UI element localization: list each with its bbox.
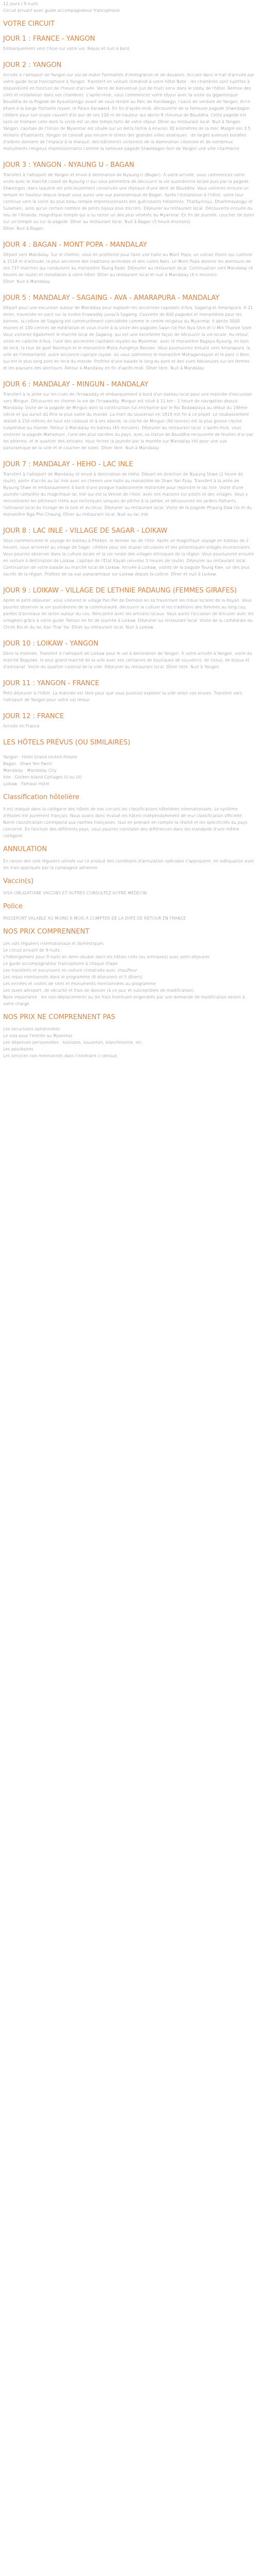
day-paragraph: Arrivée en France. bbox=[3, 724, 41, 728]
annulation-section bbox=[3, 845, 255, 871]
hotel-item: Mandalay : Mandalay City bbox=[3, 768, 57, 773]
day-title: JOUR 8 : LAC INLE - VILLAGE DE SAGAR - LOIKAW bbox=[3, 527, 168, 535]
day-meals: Dîner. Nuit à Bagan. bbox=[3, 226, 44, 231]
classification-section bbox=[3, 793, 255, 839]
trip-description: Circuit privatif avec guide accompagnateur francophone. bbox=[3, 8, 121, 13]
included-item: Le guide accompagnateur francophone à chaque étape bbox=[3, 961, 118, 966]
included-item: L'hébergement pour 9 nuits en demi-double dans les hôtels cités (ou similaires) avec petit-déjeuner bbox=[3, 955, 210, 959]
day-description bbox=[3, 537, 255, 578]
day-block bbox=[3, 587, 255, 631]
day-description bbox=[3, 471, 255, 518]
classification-title: Classification hôtelière bbox=[3, 793, 79, 801]
day-title: JOUR 5 : MANDALAY - SAGAING - AVA - AMARAPURA - MANDALAY bbox=[3, 294, 220, 302]
hotel-item: Yangon : Hotel Grand United Ahlone bbox=[3, 755, 77, 759]
hotel-item: Inle : Golden Island Cottages (I) ou (II) bbox=[3, 775, 82, 779]
excluded-item: Les pourboires bbox=[3, 1047, 34, 1052]
included-item: Note importante : les non-déplacements ou les frais éventuels engendrés par une demande de modification seront à votre charge bbox=[3, 995, 245, 1006]
day-paragraph: Dans la matinée, Transfert à l'aéroport de Loikaw pour le vol à destination de Yangon. À votre arrivée à Yangon, visite du marché Bogyoke, le plus grand marché de la ville avec ses centaines de boutiques de souvenirs, de tissus, de bijoux et d'artisanat. Visite du quartier colonial de la ville. Déjeuner au restaurant local. Dîner libre. Nuit à Yangon. bbox=[3, 651, 252, 669]
day-paragraph: Yangon, capitale de l'Union de Myanmar est située sur un delta fertile à environ 30 kilomètres de la mer. Malgré ses 3,5 millions d'habitants, Yangon se connaît pas encore le stress des grandes villes asiatiques : de larges avenues bordées d'arbres donnent de l'espace à la marque, des bâtiments victoriens de la domination coloniale et de nombreux monuments religieux impressionnants comme la fameuse pagode Shwedagon font de Yangon une ville charmante. bbox=[3, 126, 251, 151]
excluded-item: Les dépenses personnelles : boissons, souvenirs, blanchisserie, etc. bbox=[3, 1040, 143, 1045]
day-block bbox=[3, 527, 255, 578]
day-title: JOUR 7 : MANDALAY - HEHO - LAC INLE bbox=[3, 461, 133, 468]
day-title: JOUR 10 : LOIKAW - YANGON bbox=[3, 640, 99, 648]
day-paragraph: Départ vers Mandalay. Sur le chemin, vous en profiterez pour faire une halte au Mont Popa, un volcan éteint qui culmine à 1518 m d'altitude, la plus ancienne des traditions animistes et des cultes Nats. Le Mont Popa domine les alentours de ses 737 marches qui conduisent au monastère Taung Kalat. Déjeuner au restaurant local. Continuation vers Mandalay (4 heures de route) et installation à votre hôtel. Dîner au restaurant local et nuit à Mandalay (4 h environ). bbox=[3, 252, 253, 277]
day-paragraph: Après le petit-déjeuner, vous visiterez le village Pan Pet de Demoso en sa traversant les tribus locales de la Kayah. Vous pourrez observer la vie quotidienne de la communauté, découvrir la culture et les traditions des femmes au long cou, parées d'anneaux de laiton autour du cou. Rencontre avec les artisans locaux. Vous aurez l'occasion de discuter avec les villageois grâce à votre guide. Retour en fin de journée à Loikaw. Déjeuner au restaurant local. Visite de la cathédrale du Christ Roi et du lac Kan Thar Yar. Dîner au restaurant local. Nuit à Loikaw. bbox=[3, 598, 254, 630]
day-title: JOUR 2 : YANGON bbox=[3, 61, 62, 69]
day-description bbox=[3, 650, 255, 670]
excluded-item: Les services non mentionnés dans l'itinéraire ci-dessus bbox=[3, 1054, 117, 1058]
hotel-item: Loikaw : Famous Hotel bbox=[3, 782, 50, 786]
day-description bbox=[3, 690, 255, 703]
votre-circuit-title: VOTRE CIRCUIT bbox=[3, 20, 55, 28]
police-title: Police bbox=[3, 903, 23, 910]
included-item: Les entrées et visites de sites et monuments mentionnées au programme bbox=[3, 981, 156, 986]
day-description bbox=[3, 723, 255, 730]
day-paragraph: Transfert à l'aéroport de Yangon et envol à destination de Nyaung U (Bagan). À votre arrivée, vous commencez votre visite avec le marché coloré de Nyaung U qui vous permettra de découvrir la vie quotidienne locale puis par la pagode Shwezigon, dans laquelle est précieusement conservée une réplique d'une dent de Bouddha. Vous visiterez ensuite un temple en hauteur depuis lequel vous aurez une vue panoramique de Bagan. Après l'installation à l'hôtel, votre tour continue vers la visite du plus beau temple impressionnants des guérissants Hitlominlo, Thatbyinnyu, Dhammayangyi et Sulamani, ainsi qu'un certain nombre de petits bijoux plus discrets. Déjeuner au restaurant local. Découverte ensuite du lieu de l'Ananda, magnifique temple qui a su rester un des plus vénérés du Myanmar. En fin de journée, coucher de soleil sur un temple ou sur la pagode. Dîner au restaurant local. Nuit à Bagan (3 heure environs). bbox=[3, 173, 254, 224]
day-block bbox=[3, 461, 255, 518]
page bbox=[0, 0, 258, 1071]
day-title: JOUR 3 : YANGON - NYAUNG U - BAGAN bbox=[3, 161, 134, 169]
day-paragraph: Départ pour une excursion autour de Mandalay pour explorer les anciennes capitales d'Ava, Sagaing et Amarapura. À 21 miles, traversée en pont sur la rivière Irrawaddy jusqu'à Sagaing. Couverte de 600 pagodes et monastères pour les bonnes, la colline de Sagaing est communément considérée comme le centre religieux du Myanmar. Il abrite 3000 moines et 100 centres de méditation et vous invite à la visite des pagodes Swan Oo Pon Nya Shin et U Min Thonze Seze. Vous visiterez également le marché local de Sagaing, qui est une excellente façon de découvrir la vie locale. Au retour, visite en calèche d'Ava, l'une des anciennes capitales royales du Myanmar, avec le monastère Bagaya Kyaung, en bois de teck, la tour de guet Nanmyin et le monastère Maha Aungmye Bonzan. Vous poursuivrez ensuite vers Amarapura, la ville de l'immortalité, autre ancienne capitale royale, où vous admirerez le monastère Mahagandayon et le pont U Bein, qui est le plus long pont en teck du monde. Profitez d'une balade le long du pont et des vues fabuleuses sur les fermes et les paysans des alentours. Retour à Mandalay en fin d'après-midi. Dîner libre. Nuit à Mandalay. bbox=[3, 306, 253, 370]
day-description bbox=[3, 172, 255, 225]
day-paragraph: Arrivée à l'aéroport de Yangon sur vol de matin Formalités d'immigration et de douanes. Accueil dans le hall d'arrivée par votre guide local francophone à Yangon. Transfert en voiture climatisé à votre hôtel Note : les chambres sont sujettes à disponibilité en fonction de l'heure d'arrivée. Verre de bienvenue (jus de fruit) servi dans le lobby de l'hôtel. Remise des clefs et installation dans vos chambres. L'après-midi, vous commencez votre séjour avec la visite du gigantesque Bouddha de la Pagode de Kyauktahtgyi avant de vous rendre au Parc de Kandawgyi, l'oasis de verdure de Yangon, écrin phare à la barge flottante royale, le Palais Karaweik. En fin d'après-midi, découverte de la fameuse pagode Shwedagon célèbre pour son stupa couvert d'or pur de ses 100 m de hauteur qui abrite 8 cheveux de Bouddha. Cette pagode est sans se tromper celle dont la visite est un des temps forts de votre séjour. Dîner au restaurant local. Nuit à Yangon. bbox=[3, 73, 254, 124]
day-block bbox=[3, 35, 255, 52]
included-item: Le circuit privatif de 9 nuits bbox=[3, 948, 60, 953]
vaccins-title: Vaccin(s) bbox=[3, 877, 34, 885]
included-item: Les taxes aéroport, de sécurité et frais de dossier (à ce jour et susceptibles de modification) bbox=[3, 988, 194, 993]
prix-ne-comprend-title: NOS PRIX NE COMPRENNENT PAS bbox=[3, 1013, 116, 1021]
day-title: JOUR 12 : FRANCE bbox=[3, 713, 64, 720]
day-title: JOUR 11 : YANGON - FRANCE bbox=[3, 680, 100, 687]
prix-comprend-list bbox=[3, 940, 255, 1007]
day-block bbox=[3, 640, 255, 670]
day-description bbox=[3, 304, 255, 371]
day-block bbox=[3, 161, 255, 232]
day-description bbox=[3, 251, 255, 278]
day-description bbox=[3, 597, 255, 631]
day-paragraph: Embarquement vers l'Asie sur votre vol. Repas et nuit à bord. bbox=[3, 46, 131, 51]
trip-duration: 12 jours / 9 nuits bbox=[3, 2, 38, 6]
day-paragraph: Vous commencerez le voyage en bateau à Phekon, le dernier lac de l'Inle. Après un magnifique voyage en bateau de 2 heures, vous arriverez au village de Sagar, célèbre pour ses stupas séculaires et ses pittoresques villages environnants. Vous pourrez observer dans la culture locale et la vie rurale des villages ethniques de la région. Vous poursuivrez ensuite en voiture à destination de Loikaw, capitale de l'État Kayah (environ 3 heures de route). Déjeuner au restaurant local. Continuation de votre balade au marché local de Loikaw. Arrivée à Loikaw, visitez de la pagode Taung Kwe, un des plus sacrés de la région. Profitez de sa vue panoramique sur Loikaw depuis la colline. Dîner et nuit à Loikaw. bbox=[3, 538, 254, 577]
day-description bbox=[3, 45, 255, 52]
day-description bbox=[3, 72, 255, 152]
included-item: Les vols réguliers internationaux et domestiques bbox=[3, 941, 104, 946]
excluded-item: Le visa pour l'entrée au Myanmar bbox=[3, 1033, 73, 1038]
day-block bbox=[3, 713, 255, 730]
hotels-list bbox=[3, 754, 255, 787]
day-paragraph: Petit-déjeuner à l'hôtel. La matinée est libre pour que vous puissiez explorer la ville selon vos envies. Transfert vers l'aéroport de Yangon pour votre vol retour. bbox=[3, 691, 243, 702]
day-block bbox=[3, 381, 255, 451]
included-item: Les transferts et excursions en voiture climatisée avec chauffeur bbox=[3, 968, 137, 973]
annulation-text: En raison des vols réguliers utilisés sur ce produit des conditions d'annulation spéciales s'appliquent, en adéquation avec les frais appliqués par la compagnie aérienne. bbox=[3, 859, 254, 870]
hotels-section bbox=[3, 739, 255, 787]
prix-ne-comprend-list bbox=[3, 1026, 255, 1059]
day-description bbox=[3, 391, 255, 451]
prix-ne-comprend-section bbox=[3, 1013, 255, 1059]
day-paragraph: Transfert à la jetée sur les rives de l'Irrawaddy et embarquement à bord d'un bateau local pour une matinée d'excursion vers Mingun. Découvrez en chemin la vie de l'Irrawaddy. Mingun est situé à 11 km - 1 heure de navigation depuis Mandalay. Visite de la pagode de Mingun dont la construction fut entreprise par le Roi Bodawpaya au début du 19ème siècle et qui aurait dû être la plus vaste du monde. La mort du souverain en 1819 mit fin à ce projet. Le soubassement réalisé à 150 mètres de haut est colossal et à ses abords, la cloche de Mingun (90 tonnes) est la plus grosse cloche suspendue au monde. Retour à Mandalay en bateau (45 minutes). Déjeuner au restaurant local. L'après-midi, vous visiterez la pagode Mahamuni, l'une des plus sacrées du pays, avec sa statue de Bouddha recouverte de feuilles d'or par les pèlerins, et le quartier des artisans. Vous finirez la journée par la montée sur Mandalay Hill pour une vue panoramique de la ville et le coucher de soleil. Dîner libre. Nuit à Mandalay. bbox=[3, 392, 253, 450]
intro bbox=[3, 0, 255, 14]
day-paragraph: Transfert à l'aéroport de Mandalay et envol à destination de Heho. Départ en direction de Nyaung Shwe (1 heure de route), porte d'accès au lac Inle avec en chemin une halte au monastère de Shwe Yan Pyay. Transfert à la jetée de Nyaung Shwe et embarquement à bord d'une pirogue traditionnelle motorisée pour rejoindre le lac Inle. Visite d'une journée complète du magnifique lac Inle qui est la Venise de l'Asie, avec ses maisons sur pilotis et des villages. Vous y rencontrerez les pêcheurs Intha aux techniques uniques de pêche à la jambe, et découvrirez les jardins flottants, l'artisanat local du tissage de la soie et du lotus. Déjeuner au restaurant local. Visite de la pagode Phaung Daw Oo et du monastère Nga Phe Chaung. Dîner au restaurant local. Nuit au lac Inle. bbox=[3, 472, 252, 517]
police-text: PASSEPORT VALABLE AU MOINS 6 MOIS À COMPTER DE LA DATE DE RETOUR EN FRANCE bbox=[3, 916, 186, 921]
prix-comprend-title: NOS PRIX COMPRENNENT bbox=[3, 928, 90, 936]
day-title: JOUR 4 : BAGAN - MONT POPA - MANDALAY bbox=[3, 241, 147, 249]
day-meals: Dîner. Nuit à Mandalay. bbox=[3, 279, 51, 284]
itinerary bbox=[3, 35, 255, 730]
annulation-title: ANNULATION bbox=[3, 845, 47, 853]
excluded-item: Les excursions optionnelles bbox=[3, 1027, 60, 1031]
hotel-item: Bagan : Shwe Yee Pwint bbox=[3, 761, 52, 766]
day-title: JOUR 1 : FRANCE - YANGON bbox=[3, 35, 95, 43]
day-title: JOUR 9 : LOIKAW - VILLAGE DE LETHNIE PADAUNG (FEMMES GIRAFES) bbox=[3, 587, 237, 595]
vaccins-section bbox=[3, 877, 255, 896]
vaccins-text: VISA OBLIGATOIRE VACCINS ET AUTRES CONSULTEZ VOTRE MÉDECIN bbox=[3, 891, 147, 895]
classification-text: Il est indiqué dans la catégorie des hôtels de nos circuits les classifications hôtelières internationales. Le système d'étoiles est purement français. Nous avons donc évalué les hôtels indépendamment de leur classification officielle. Notre classification correspond aux normes françaises, tout en prenant en compte la réalité et les spécificités du pays concerné. En fonction des différents pays, vous pourrez constater des différences dans les standards d'une même catégorie. bbox=[3, 807, 248, 838]
day-block bbox=[3, 680, 255, 703]
day-block bbox=[3, 61, 255, 152]
day-block bbox=[3, 241, 255, 285]
day-block bbox=[3, 294, 255, 371]
police-section bbox=[3, 903, 255, 922]
hotels-title: LES HÔTELS PRÉVUS (OU SIMILAIRES) bbox=[3, 739, 131, 747]
day-title: JOUR 6 : MANDALAY - MINGUN - MANDALAY bbox=[3, 381, 149, 388]
prix-comprend-section bbox=[3, 928, 255, 1007]
included-item: Les repas mentionnés dans le programme (8 déjeuners et 5 dîners) bbox=[3, 975, 143, 979]
